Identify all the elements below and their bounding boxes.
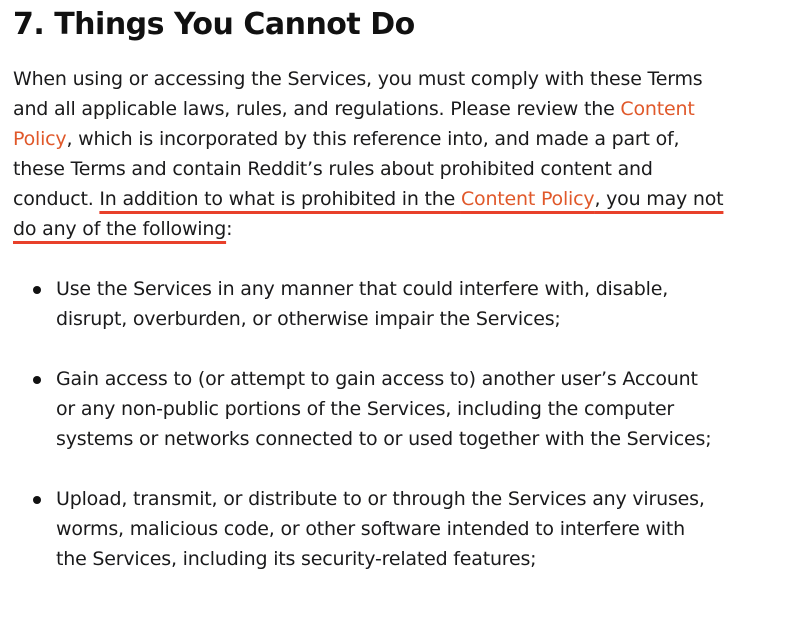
intro-text-continued: , which is incorporated by this reference into, and made a part of, these Terms and contain Reddit’s rules about prohibited content and conduct. — [13, 128, 680, 210]
list-item — [13, 274, 716, 334]
highlighted-text — [13, 188, 723, 240]
highlighted-text-start: In addition to what is prohibited in the — [99, 188, 461, 210]
highlighted-text-end: , you may not do any of the following — [13, 188, 724, 240]
list-item-text: Gain access to (or attempt to gain access to) another user’s Account or any non-public portions of the Services, including the computer systems or networks connected to or used together with the Services; — [56, 368, 712, 450]
intro-text: When using or accessing the Services, you must comply with these Terms and all applicable laws, rules, and regulations. Please review the — [13, 68, 703, 120]
content-policy-link-2[interactable]: Content Policy — [460, 188, 595, 210]
intro-paragraph — [13, 64, 733, 244]
prohibited-list — [13, 274, 783, 574]
bullet-icon — [33, 376, 41, 384]
terms-section — [13, 0, 783, 604]
bullet-icon — [33, 286, 41, 294]
list-item — [13, 364, 716, 454]
list-item-text: Upload, transmit, or distribute to or through the Services any viruses, worms, malicious code, or other software intended to interfere with the Services, including its security-related features; — [56, 488, 705, 570]
content-policy-link[interactable]: Content Policy — [13, 98, 695, 150]
section-title: 7. Things You Cannot Do — [13, 7, 415, 42]
intro-colon: : — [226, 218, 233, 240]
list-item-text: Use the Services in any manner that could interfere with, disable, disrupt, overburden, or otherwise impair the Services; — [56, 278, 669, 330]
list-item — [13, 484, 716, 574]
bullet-icon — [33, 496, 41, 504]
